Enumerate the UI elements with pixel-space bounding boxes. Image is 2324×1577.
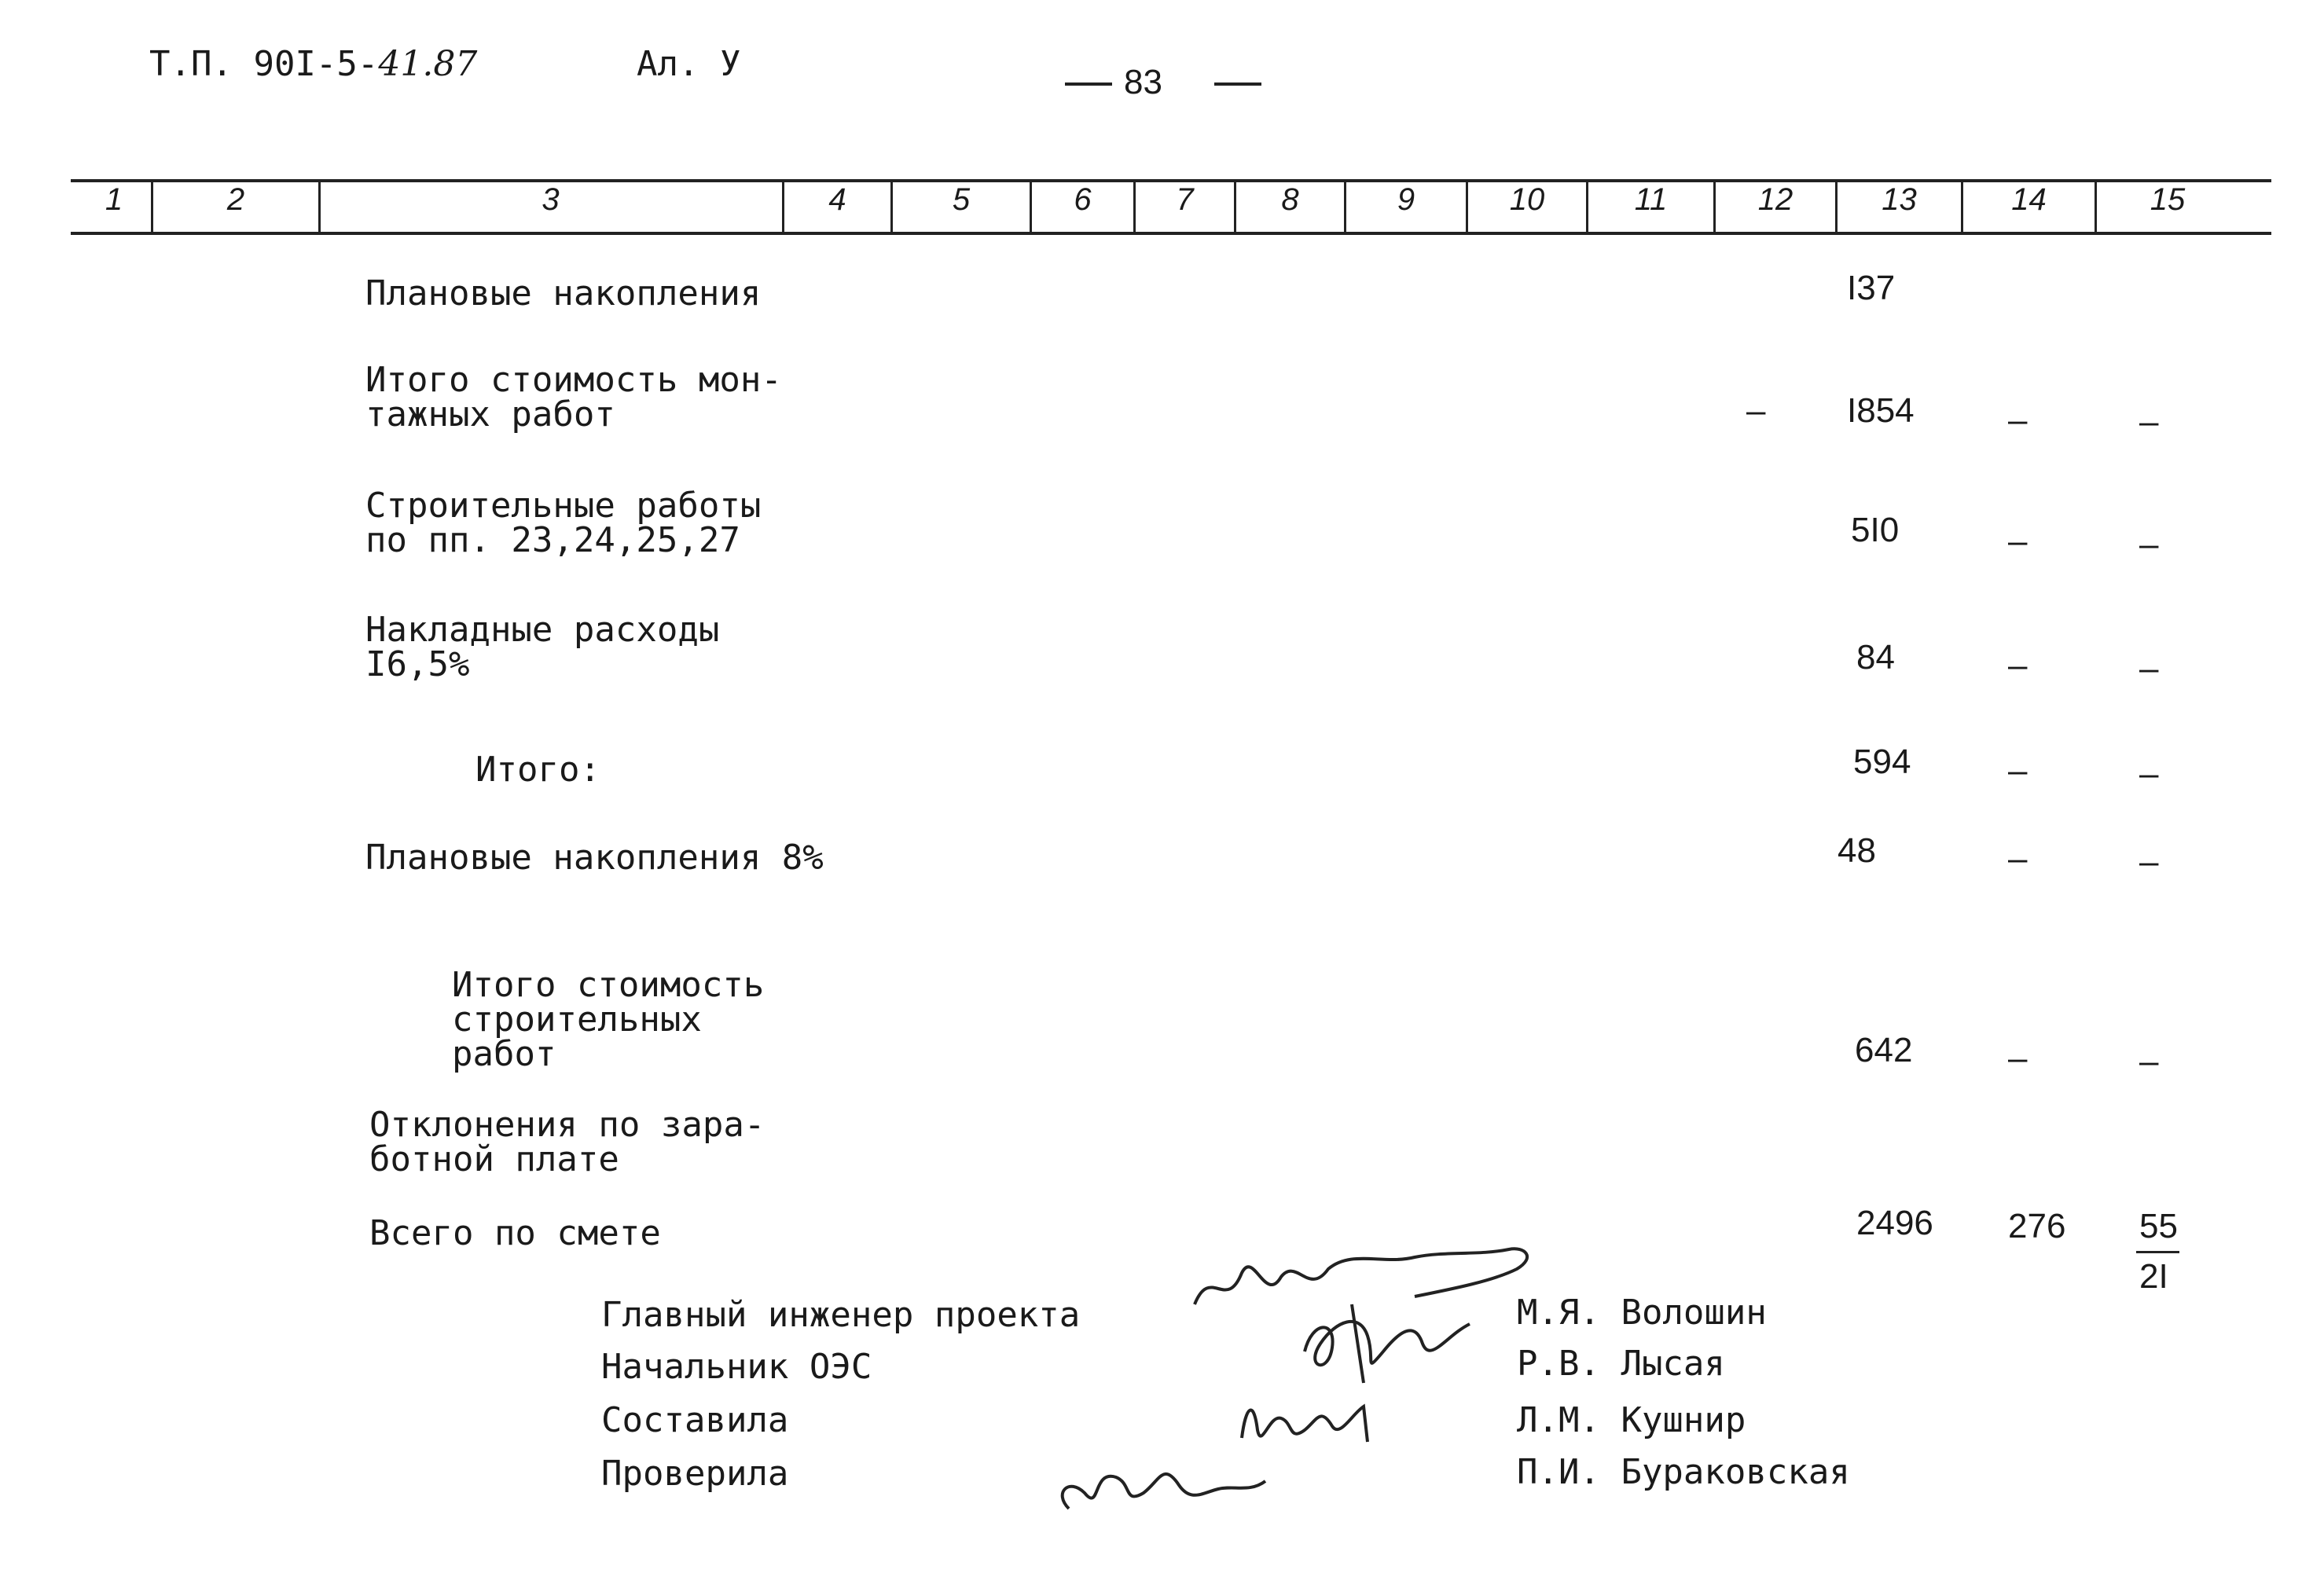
row-label: Накладные расходы I6,5% <box>365 610 720 684</box>
row-value-col15: – <box>2139 649 2159 688</box>
row-value-col15: – <box>2139 754 2159 793</box>
signature-name: Р.В. Лысая <box>1517 1344 1725 1384</box>
row-value-col15: – <box>2139 842 2159 881</box>
signature-name: П.И. Бураковская <box>1517 1452 1850 1492</box>
signature-title: Главный инженер проекта <box>601 1295 1081 1335</box>
table-header-bottom-rule <box>71 232 2271 235</box>
handwritten-signature <box>1226 1383 1383 1454</box>
row-label: Плановые накопления 8% <box>365 838 824 878</box>
column-header-9: 9 <box>1397 182 1415 217</box>
signature-name: Л.М. Кушнир <box>1517 1400 1746 1440</box>
signature-title: Начальник ОЭС <box>601 1347 872 1387</box>
row-value-col13: 5I0 <box>1851 511 1900 549</box>
column-header-6: 6 <box>1074 182 1092 217</box>
row-value-col15-numerator: 55 <box>2139 1207 2178 1245</box>
row-label: Отклонения по зара- ботной плате <box>369 1105 765 1179</box>
page-number: 83 <box>1124 63 1162 101</box>
document-code-prefix: Т.П. 90I-5- <box>149 44 379 84</box>
row-value-col14: – <box>2008 751 2028 790</box>
fraction-line <box>2136 1251 2179 1253</box>
row-value-col12: – <box>1746 391 1766 430</box>
document-code <box>149 44 477 84</box>
handwritten-signature <box>1289 1289 1493 1391</box>
row-value-col14: – <box>2008 1039 2028 1077</box>
row-value-col13: 48 <box>1838 831 1876 870</box>
column-header-4: 4 <box>828 182 846 217</box>
row-value-col14: – <box>2008 522 2028 560</box>
column-header-3: 3 <box>542 182 560 217</box>
page-number-dash-right <box>1214 83 1261 86</box>
row-value-col14: – <box>2008 646 2028 684</box>
page-number-dash-left <box>1065 83 1112 86</box>
column-header-2: 2 <box>226 182 245 217</box>
row-value-col14: 276 <box>2008 1207 2066 1245</box>
column-header-7: 7 <box>1176 182 1194 217</box>
column-header-12: 12 <box>1757 182 1793 217</box>
row-value-col15: – <box>2139 402 2159 441</box>
row-label: Строительные работы по пп. 23,24,25,27 <box>365 486 762 560</box>
column-header-13: 13 <box>1882 182 1917 217</box>
row-label: Итого: <box>475 750 600 790</box>
column-header-14: 14 <box>2011 182 2047 217</box>
column-header-15: 15 <box>2150 182 2186 217</box>
row-value-col14: – <box>2008 401 2028 439</box>
document-code-handwritten: 41.87 <box>378 44 478 84</box>
column-header-8: 8 <box>1281 182 1299 217</box>
handwritten-signature <box>1045 1446 1281 1532</box>
row-label: Итого стоимость строительных работ <box>452 965 765 1074</box>
row-label: Итого стоимость мон- тажных работ <box>365 360 782 435</box>
signature-title: Проверила <box>601 1454 789 1494</box>
row-value-col13: I37 <box>1847 269 1896 307</box>
column-header-5: 5 <box>952 182 971 217</box>
row-value-col13: 84 <box>1856 638 1895 677</box>
row-label: Всего по смете <box>369 1213 661 1253</box>
row-value-col13: 2496 <box>1856 1204 1933 1242</box>
row-value-col15: – <box>2139 1042 2159 1080</box>
column-header-10: 10 <box>1509 182 1545 217</box>
row-value-col14: – <box>2008 839 2028 878</box>
column-header-1: 1 <box>105 182 123 217</box>
signature-title: Составила <box>601 1400 789 1440</box>
row-value-col13: 642 <box>1855 1031 1913 1069</box>
column-header-11: 11 <box>1634 182 1668 217</box>
album-label: Ал. У <box>637 44 741 84</box>
row-value-col15: – <box>2139 525 2159 563</box>
row-value-col13: 594 <box>1853 743 1911 781</box>
row-value-col15-denominator: 2I <box>2139 1257 2168 1296</box>
signature-name: М.Я. Волошин <box>1517 1293 1767 1333</box>
row-label: Плановые накопления <box>365 273 762 314</box>
row-value-col13: I854 <box>1847 391 1915 430</box>
